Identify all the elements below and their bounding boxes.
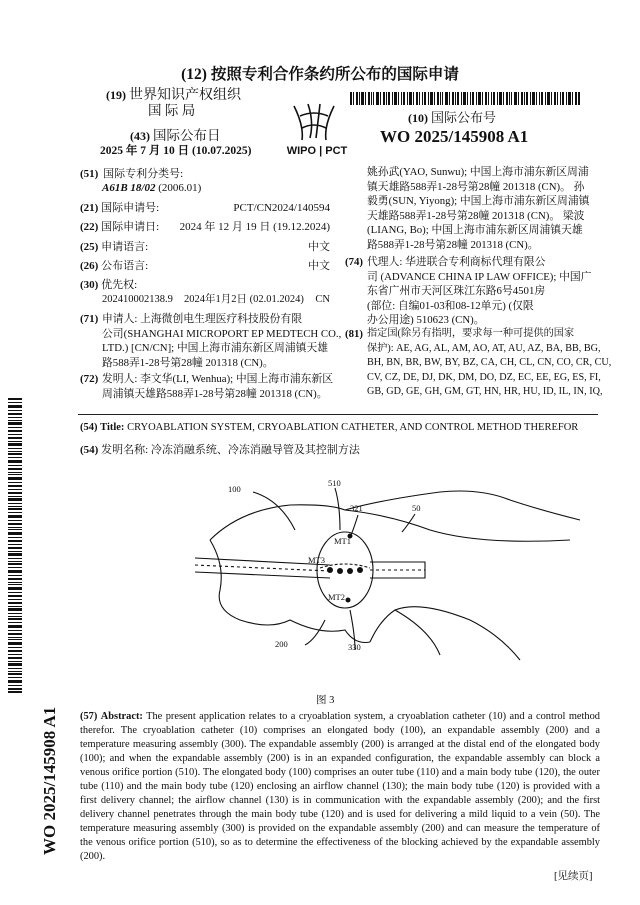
abstract <box>80 710 600 864</box>
f81-code: (81) <box>345 328 363 340</box>
figure-label-mt2: MT2 <box>328 592 345 602</box>
inventor-line: 姚孙武(YAO, Sunwu); 中国上海市浦东新区周浦 <box>367 166 589 178</box>
title-en-value: CRYOABLATION SYSTEM, CRYOABLATION CATHETER, AND CONTROL METHOD THEREFOR <box>127 422 579 433</box>
figure-caption: 图 3 <box>316 695 335 706</box>
patent-figure <box>180 470 620 670</box>
bibliographic-right-column <box>345 0 612 410</box>
f71-line: 路588弄1-28号第28幢 201318 (CN)。 <box>102 356 274 369</box>
figure-label-50: 50 <box>412 503 421 513</box>
f81-line: CV, CZ, DE, DJ, DK, DM, DO, DZ, EC, EE, EG, ES, FI, <box>367 371 601 383</box>
side-publication-number: WO 2025/145908 A1 <box>40 706 59 855</box>
pubdate-value: 2025 年 7 月 10 日 (10.07.2025) <box>100 145 252 157</box>
field-21 <box>80 201 330 216</box>
f21-value: PCT/CN2024/140594 <box>233 202 330 214</box>
inventor-line: 毅勇(SUN, Yiyong); 中国上海市浦东新区周浦镇 <box>367 195 590 207</box>
pubdate-label: 国际公布日 <box>153 128 221 143</box>
f25-value: 中文 <box>308 241 330 253</box>
abstract-text: The present application relates to a cryoablation system, a cryoablation catheter (10) and a control method therefor. The cryoablation catheter (10) comprises an elongated body (100), an expandable assembly (200) and a temperature measuring assembly (300). The expandable assembly (200) is arranged at the distal end of the elongated body (100); and when the expandable assembly (200) is in an expanded configuration, the expandable assembly can block a venous orifice portion (510). The elongated body (100) comprises an outer tube (110) and a main body tube (120), the outer tube (110) and the main body tube (120) enclosing an airflow channel (130); the main body tube (120) is provided with a first delivery channel; the airflow channel (130) is in communication with the expandable assembly (200); and the first delivery channel penetrates through the main body tube (120) and is used for delivering a mild liquid to a vein (50). The temperature measuring assembly (300) is provided on the expandable assembly (200) and can measure the temperature of the venous orifice portion (510), so as to determine the effectiveness of the blocking achieved by the expandable assembly (200). <box>80 711 600 862</box>
title-zh <box>80 441 600 457</box>
document-title: (12) 按照专利合作条约所公布的国际申请 <box>181 66 459 83</box>
field-51 <box>80 167 183 182</box>
inventor-line: 天雄路588弄1-28号第28幢 201318 (CN)。 梁波 <box>367 209 585 222</box>
f26-value: 中文 <box>308 260 330 272</box>
title-zh-value: 冷冻消融系统、冷冻消融导管及其控制方法 <box>150 444 360 456</box>
f30-date: 2024年1月2日 (02.01.2024) <box>184 294 304 305</box>
catheter-figure-drawing <box>180 470 620 670</box>
field-74 <box>345 255 600 328</box>
f74-line: 司 (ADVANCE CHINA IP LAW OFFICE); 中国广 <box>367 270 592 283</box>
section-divider <box>78 414 598 415</box>
title-en-code: (54) <box>80 422 98 433</box>
org-code: (19) <box>106 88 126 102</box>
title-zh-code: (54) <box>80 444 99 456</box>
field-51-value <box>102 181 201 196</box>
f25-code: (25) <box>80 241 99 253</box>
f25-label: 申请语言: <box>101 241 149 253</box>
figure-label-mt1: MT1 <box>334 536 351 546</box>
f74-line: 办公用途) 510623 (CN)。 <box>367 314 485 326</box>
abstract-code: (57) <box>80 711 98 722</box>
f81-line: BH, BN, BR, BW, BY, BZ, CA, CH, CL, CN, CO, CR, CU, <box>367 357 612 368</box>
f26-label: 公布语言: <box>101 260 149 272</box>
f26-code: (26) <box>80 260 99 272</box>
f74-line: 东省广州市天河区珠江东路6号4501房 <box>367 285 546 297</box>
f30-label: 优先权: <box>101 279 138 291</box>
side-label-anchor <box>40 706 70 865</box>
f74-line: (部位: 自编01-03和08-12单元) (仅限 <box>367 299 534 312</box>
logo-text: WIPO | PCT <box>286 145 348 157</box>
figure-label-330: 330 <box>348 642 361 652</box>
title-zh-label: 发明名称: <box>101 444 149 456</box>
f51-year: (2006.01) <box>158 182 202 194</box>
f72-code: (72) <box>80 373 99 385</box>
f81-line: GB, GD, GE, GH, GM, GT, HN, HR, HU, ID, IL, IN, IQ, <box>367 386 603 397</box>
f22-label: 国际申请日: <box>101 221 160 233</box>
field-71 <box>80 312 342 370</box>
f71-code: (71) <box>80 313 99 325</box>
f22-value: 2024 年 12 月 19 日 (19.12.2024) <box>179 221 330 233</box>
org-sub: 国 际 局 <box>148 103 196 118</box>
continued-note: [见续页] <box>554 871 593 882</box>
field-30-value <box>102 293 330 308</box>
field-72 <box>80 372 334 401</box>
f81-line: 保护): AE, AG, AL, AM, AO, AT, AU, AZ, BA, BB, BG, <box>367 342 601 354</box>
f30-code: (30) <box>80 279 99 291</box>
f30-number: 202410002138.9 <box>102 294 173 305</box>
f22-code: (22) <box>80 221 99 233</box>
side-barcode <box>8 398 22 693</box>
f71-line: LTD.) [CN/CN]; 中国上海市浦东新区周浦镇天雄 <box>102 342 329 354</box>
field-25 <box>80 240 330 255</box>
inventor-line: 镇天雄路588弄1-28号第28幢 201318 (CN)。 孙 <box>367 180 585 193</box>
f71-line: 申请人: 上海微创电生理医疗科技股份有限 <box>102 313 303 325</box>
org-name: 世界知识产权组织 <box>129 88 241 103</box>
abstract-label: Abstract: <box>100 711 143 722</box>
bibliographic-left-column <box>80 0 342 400</box>
figure-label-510: 510 <box>328 478 341 488</box>
figure-label-100: 100 <box>228 484 241 494</box>
field-22 <box>80 220 330 235</box>
pubno-code: (10) <box>408 111 428 125</box>
pubdate-code: (43) <box>130 129 150 143</box>
f51-value: A61B 18/02 <box>102 182 156 194</box>
f21-code: (21) <box>80 202 99 214</box>
f72-line: 周浦镇天雄路588弄1-28号第28幢 201318 (CN)。 <box>102 387 328 400</box>
field-26 <box>80 259 330 274</box>
f74-code: (74) <box>345 256 363 268</box>
f51-label: 国际专利分类号: <box>103 168 184 180</box>
pubno-label: 国际公布号 <box>431 110 497 125</box>
figure-label-200: 200 <box>275 639 288 649</box>
inventors-continued <box>367 165 589 252</box>
f71-line: 公司(SHANGHAI MICROPORT EP MEDTECH CO., <box>102 327 342 340</box>
inventor-line: 路588弄1-28号第28幢 201318 (CN)。 <box>367 238 539 251</box>
inventor-line: (LIANG, Bo); 中国上海市浦东新区周浦镇天雄 <box>367 224 583 236</box>
f21-label: 国际申请号: <box>101 202 160 214</box>
f74-line: 代理人: 华进联合专利商标代理有限公 <box>367 256 546 268</box>
figure-label-321: 321 <box>350 503 363 513</box>
f72-line: 发明人: 李文华(LI, Wenhua); 中国上海市浦东新区 <box>102 373 334 385</box>
field-81 <box>345 327 612 400</box>
pubno-value: WO 2025/145908 A1 <box>380 127 529 146</box>
f30-country: CN <box>315 294 330 305</box>
f81-line: 指定国(除另有指明，要求每一种可提供的国家 <box>367 328 575 339</box>
title-en <box>80 422 600 433</box>
f51-code: (51) <box>80 168 99 180</box>
title-en-label: Title: <box>100 422 125 433</box>
field-30 <box>80 278 137 293</box>
figure-label-mt3: MT3 <box>308 555 325 565</box>
